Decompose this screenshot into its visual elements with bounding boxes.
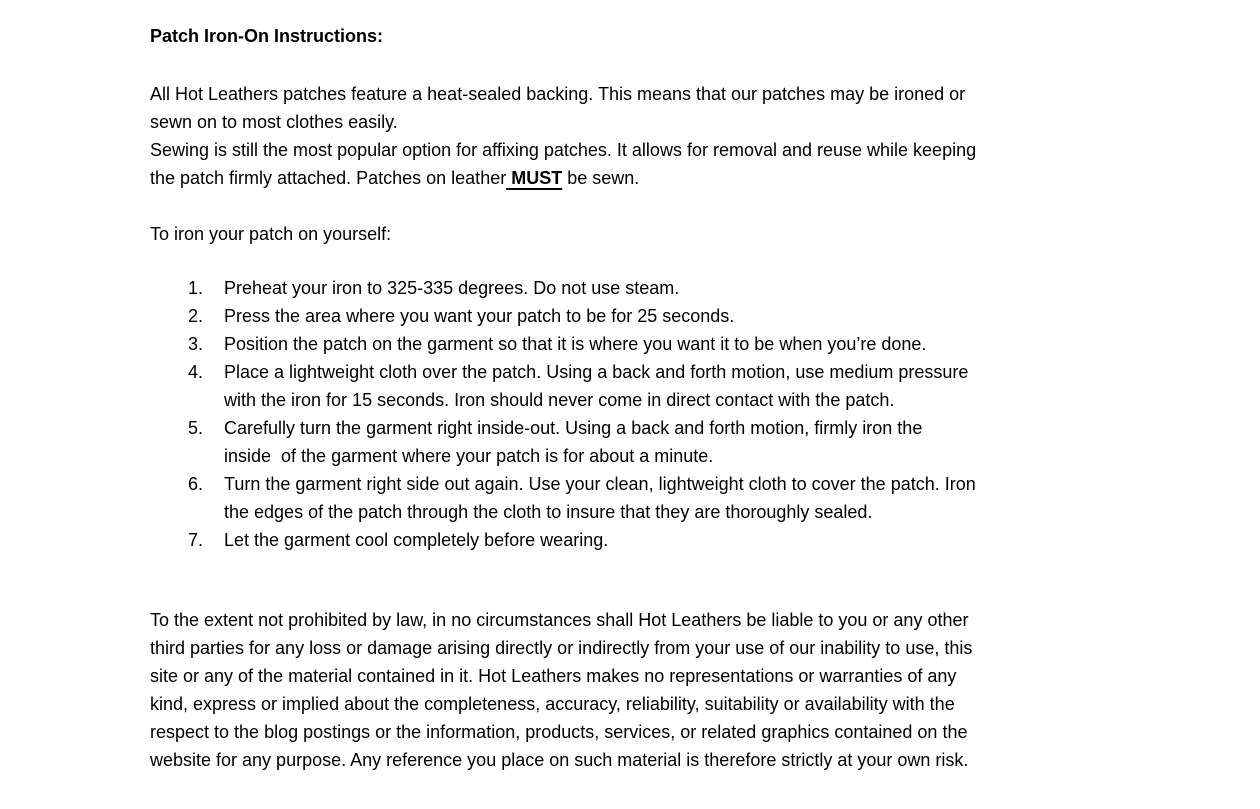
step-number: 5. xyxy=(188,418,204,438)
step-text xyxy=(224,526,1130,554)
step-text xyxy=(224,330,1130,358)
step-line: Place a lightweight cloth over the patch. Using a back and forth motion, use medium pressure xyxy=(224,362,969,382)
step-line: Preheat your iron to 325-335 degrees. Do not use steam. xyxy=(224,278,680,298)
step-number: 3. xyxy=(188,334,204,354)
step-text xyxy=(224,358,1130,414)
intro-line: sewn on to most clothes easily. xyxy=(150,112,398,132)
intro-line xyxy=(150,164,1130,192)
step-line: with the iron for 15 seconds. Iron should never come in direct contact with the patch. xyxy=(224,390,895,410)
step-number: 1. xyxy=(188,278,204,298)
list-item xyxy=(150,302,1130,330)
disclaimer-line: respect to the blog postings or the information, products, services, or related graphics contained on the xyxy=(150,722,968,742)
disclaimer-line: site or any of the material contained in it. Hot Leathers makes no representations or warranties of any xyxy=(150,666,957,686)
disclaimer-paragraph xyxy=(150,606,1130,774)
step-line: Press the area where you want your patch to be for 25 seconds. xyxy=(224,306,735,326)
disclaimer-line: website for any purpose. Any reference you place on such material is therefore strictly at your own risk. xyxy=(150,750,969,770)
list-item xyxy=(150,526,1130,554)
disclaimer-line: third parties for any loss or damage arising directly or indirectly from your use of our inability to use, this xyxy=(150,638,973,658)
list-item xyxy=(150,358,1130,414)
step-line: Carefully turn the garment right inside-out. Using a back and forth motion, firmly iron the xyxy=(224,418,923,438)
step-text xyxy=(224,274,1130,302)
step-number: 6. xyxy=(188,474,204,494)
intro-line: All Hot Leathers patches feature a heat-sealed backing. This means that our patches may be ironed or xyxy=(150,84,966,104)
step-number: 2. xyxy=(188,306,204,326)
document-title: Patch Iron-On Instructions: xyxy=(150,26,384,46)
intro-text: be sewn. xyxy=(562,168,640,188)
list-item xyxy=(150,414,1130,470)
step-line: Let the garment cool completely before wearing. xyxy=(224,530,609,550)
steps-list xyxy=(150,274,1130,554)
step-number: 7. xyxy=(188,530,204,550)
step-text xyxy=(224,302,1130,330)
subheading: To iron your patch on yourself: xyxy=(150,224,392,244)
step-line: the edges of the patch through the cloth to insure that they are thoroughly sealed. xyxy=(224,502,873,522)
step-text xyxy=(224,414,1130,470)
intro-paragraph xyxy=(150,80,1130,192)
disclaimer-line: To the extent not prohibited by law, in no circumstances shall Hot Leathers be liable to you or any other xyxy=(150,610,969,630)
disclaimer-line: kind, express or implied about the completeness, accuracy, reliability, suitability or availability with the xyxy=(150,694,955,714)
step-text xyxy=(224,470,1130,526)
intro-text: the patch firmly attached. Patches on leather xyxy=(150,168,507,188)
list-item xyxy=(150,330,1130,358)
must-emphasis: MUST xyxy=(506,168,563,188)
list-item xyxy=(150,470,1130,526)
list-item xyxy=(150,274,1130,302)
step-line: Position the patch on the garment so that it is where you want it to be when you’re done. xyxy=(224,334,927,354)
step-line: Turn the garment right side out again. Use your clean, lightweight cloth to cover the patch. Iron xyxy=(224,474,976,494)
step-number: 4. xyxy=(188,362,204,382)
intro-line: Sewing is still the most popular option for affixing patches. It allows for removal and reuse while keeping xyxy=(150,140,977,160)
step-line: inside of the garment where your patch is for about a minute. xyxy=(224,446,714,466)
